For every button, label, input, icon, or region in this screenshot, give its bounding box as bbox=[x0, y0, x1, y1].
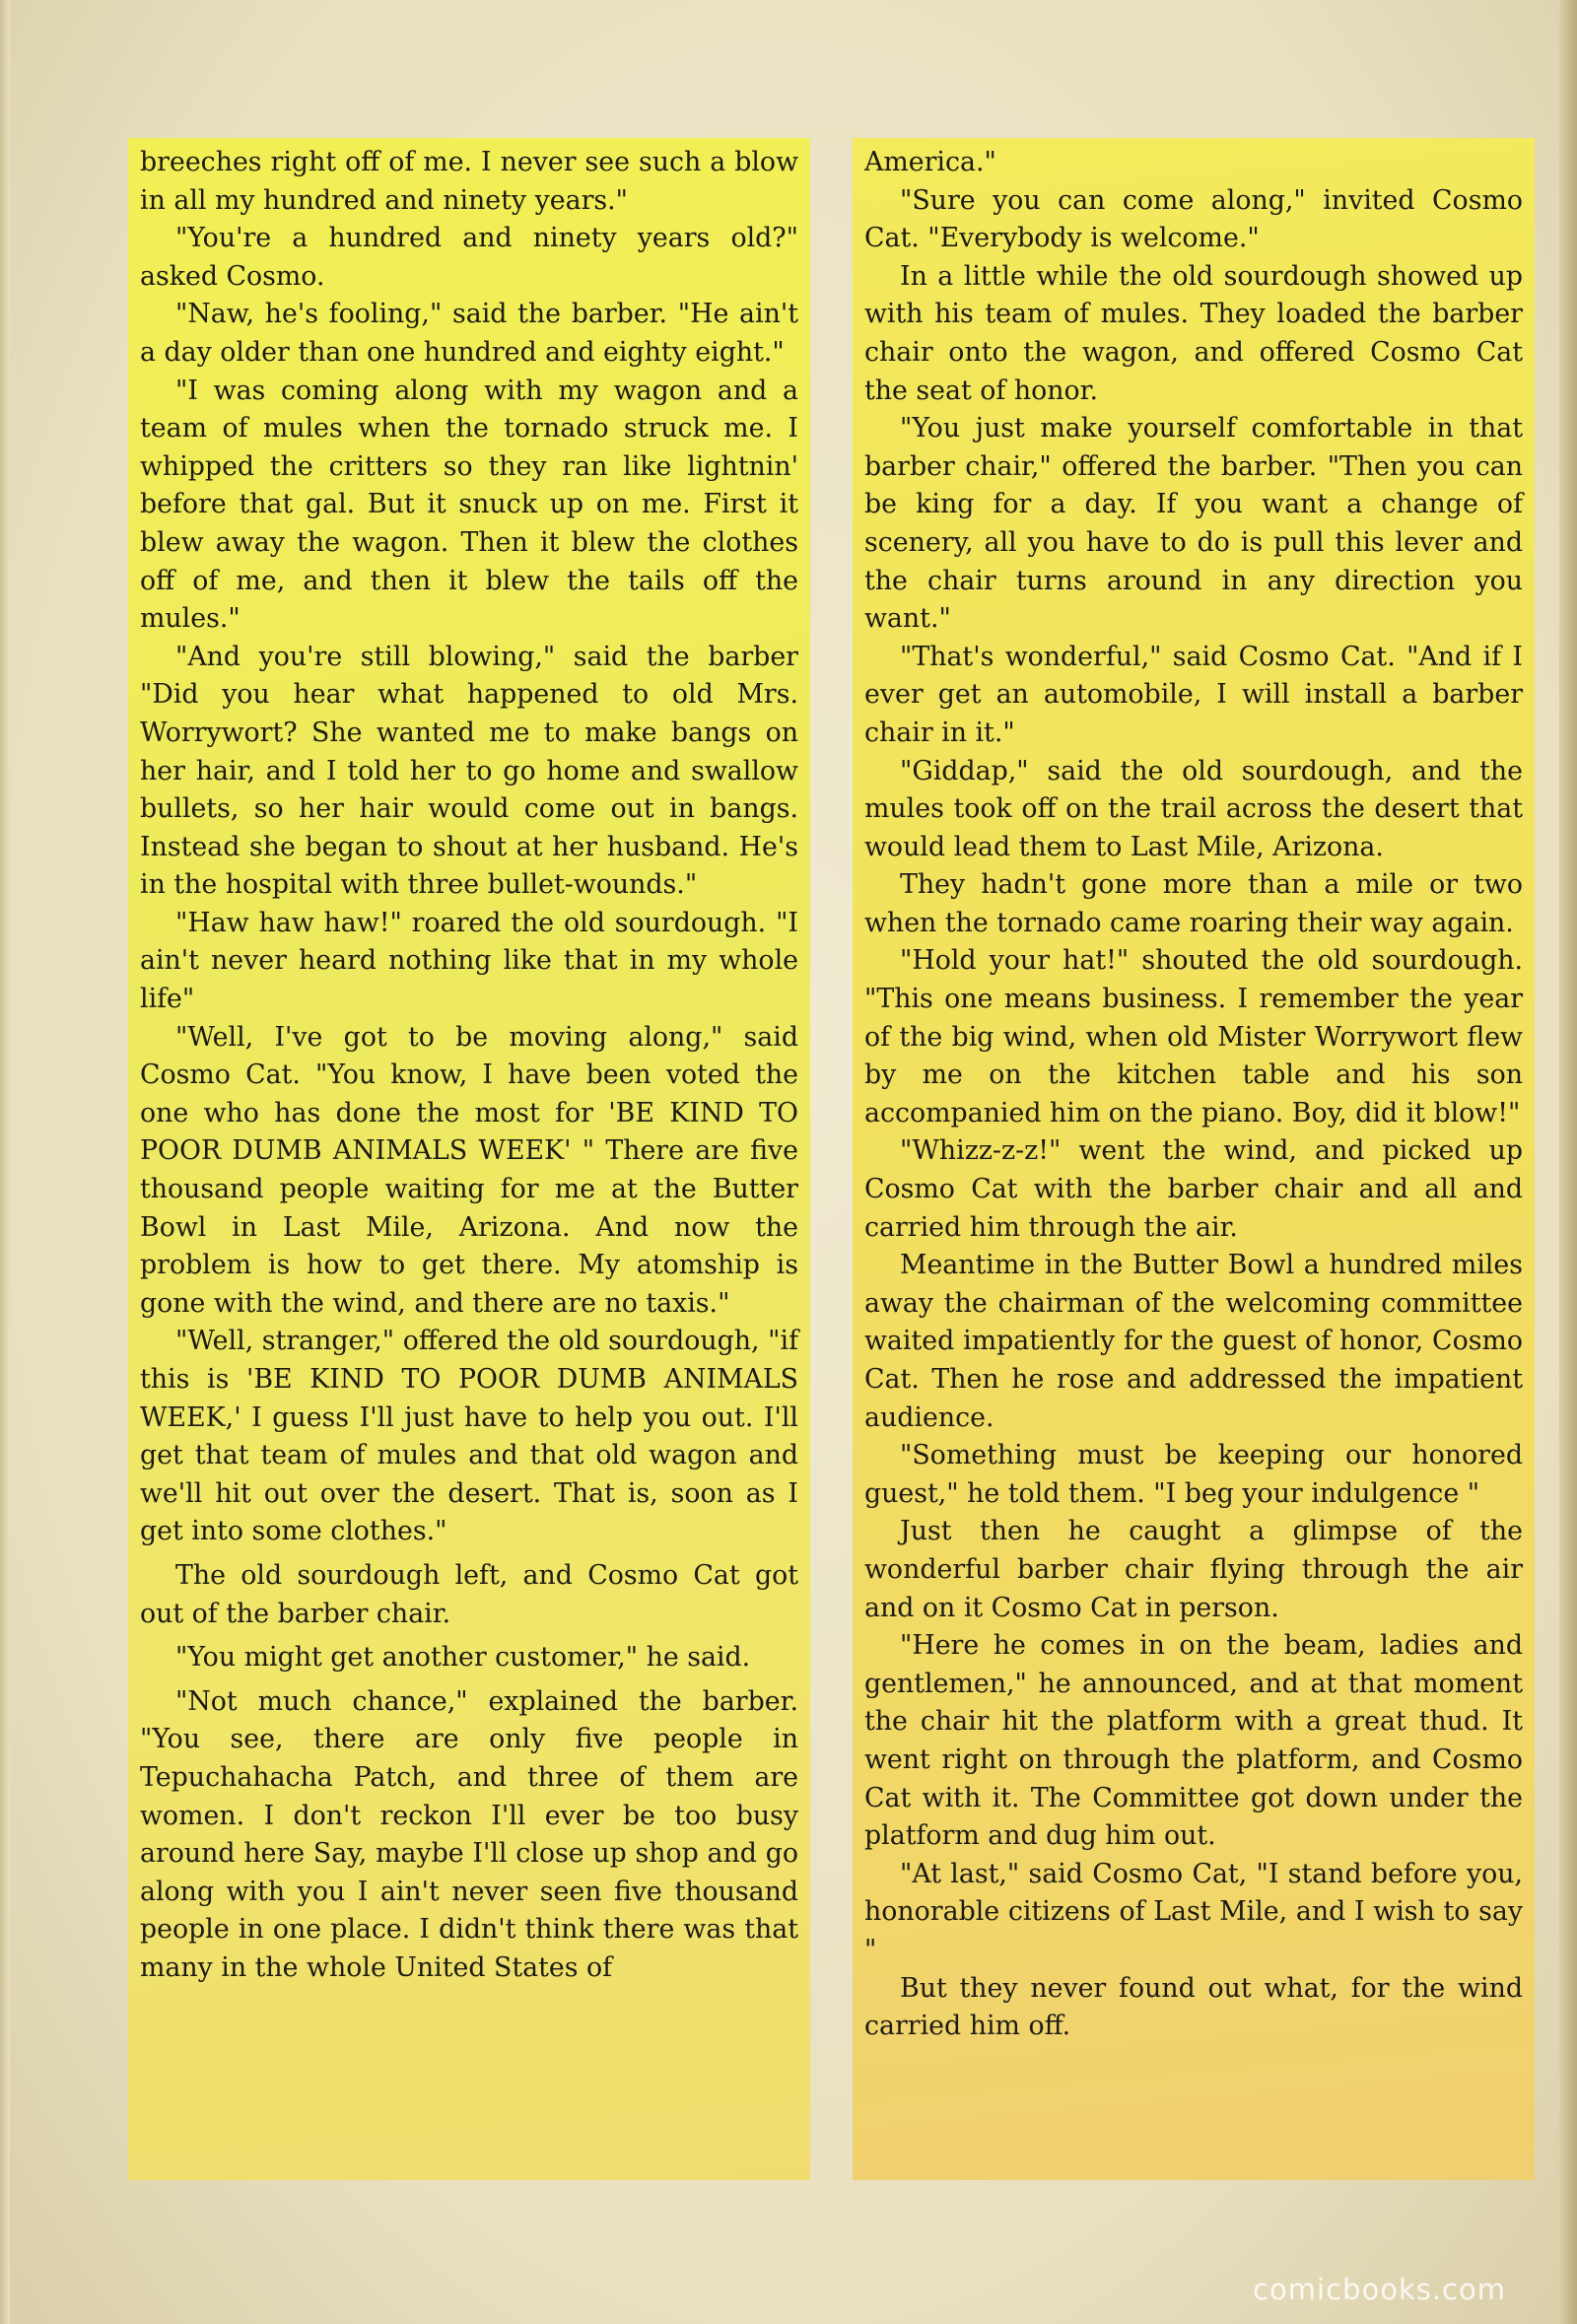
paragraph: "Well, stranger," offered the old sourdough, "if this is 'BE KIND TO POOR DUMB ANIMALS WEEK,' I guess I'll just have to help you out. I'll get that team of mules and that old wagon and we'll hit out over the desert. That is, soon as I get into some clothes." bbox=[140, 1326, 798, 1547]
paragraph: "Here he comes in on the beam, ladies and gentlemen," he announced, and at that moment the chair hit the platform with a great thud. It went right on through the platform, and Cosmo Cat with it. The Committee got down under the platform and dug him out. bbox=[864, 1630, 1523, 1852]
paragraph: "You're a hundred and ninety years old?" asked Cosmo. bbox=[140, 223, 798, 292]
paragraph: "I was coming along with my wagon and a team of mules when the tornado struck me. I whipped the critters so they ran like lightnin' before that gal. But it snuck up on me. First it blew away the wagon. Then it blew the clothes off of me, and then it blew the tails off the mules." bbox=[140, 375, 798, 635]
paragraph: "Giddap," said the old sourdough, and the mules took off on the trail across the desert that would lead them to Last Mile, Arizona. bbox=[864, 755, 1523, 862]
paragraph: The old sourdough left, and Cosmo Cat got out of the barber chair. bbox=[140, 1559, 798, 1629]
left-text-column bbox=[128, 138, 810, 2180]
right-column-text bbox=[864, 144, 1523, 2046]
paragraph: "Whizz-z-z!" went the wind, and picked up Cosmo Cat with the barber chair and all and carried him through the air. bbox=[864, 1135, 1523, 1243]
left-column-text bbox=[140, 144, 798, 1988]
paragraph: "At last," said Cosmo Cat, "I stand before you, honorable citizens of Last Mile, and I wish to say " bbox=[864, 1858, 1523, 1965]
paragraph: breeches right off of me. I never see such a blow in all my hundred and ninety years." bbox=[140, 147, 798, 216]
paragraph: "Well, I've got to be moving along," said Cosmo Cat. "You know, I have been voted the one who has done the most for 'BE KIND TO POOR DUMB ANIMALS WEEK' " There are five thousand people waiting for me at the Butter Bowl in Last Mile, Arizona. And now the problem is how to get there. My atomship is gone with the wind, and there are no taxis." bbox=[140, 1021, 798, 1319]
page-left-edge bbox=[0, 0, 10, 2324]
paragraph: They hadn't gone more than a mile or two when the tornado came roaring their way again. bbox=[864, 869, 1523, 938]
page-right-edge bbox=[1559, 0, 1577, 2324]
right-text-column bbox=[853, 138, 1535, 2180]
paragraph: "Haw haw haw!" roared the old sourdough. "I ain't never heard nothing like that in my whole life" bbox=[140, 907, 798, 1015]
paragraph: Meantime in the Butter Bowl a hundred miles away the chairman of the welcoming committee waited impatiently for the guest of honor, Cosmo Cat. Then he rose and addressed the impatient audience. bbox=[864, 1250, 1523, 1433]
paragraph: "Naw, he's fooling," said the barber. "He ain't a day older than one hundred and eighty eight." bbox=[140, 299, 798, 368]
watermark-text: comicbooks.com bbox=[1253, 2273, 1506, 2306]
paragraph: "And you're still blowing," said the barber "Did you hear what happened to old Mrs. Worrywort? She wanted me to make bangs on her hair, and I told her to go home and swallow bullets, so her hair would come out in bangs. Instead she began to shout at her husband. He's in the hospital with three bullet-wounds." bbox=[140, 641, 798, 901]
paragraph: "You just make yourself comfortable in that barber chair," offered the barber. "Then you can be king for a day. If you want a change of scenery, all you have to do is pull this lever and the chair turns around in any direction you want." bbox=[864, 413, 1523, 635]
paragraph: "Not much chance," explained the barber. "You see, there are only five people in Tepuchahacha Patch, and three of them are women. I don't reckon I'll ever be too busy around here Say, maybe I'll close up shop and go along with you I ain't never seen five thousand people in one place. I didn't think there was that many in the whole United States of bbox=[140, 1685, 798, 1983]
paragraph: "That's wonderful," said Cosmo Cat. "And if I ever get an automobile, I will install a barber chair in it." bbox=[864, 641, 1523, 748]
paragraph: America." bbox=[864, 147, 996, 177]
paragraph: "You might get another customer," he said. bbox=[175, 1642, 751, 1674]
paragraph: Just then he caught a glimpse of the wonderful barber chair flying through the air and on it Cosmo Cat in person. bbox=[864, 1516, 1523, 1623]
paragraph: "Something must be keeping our honored guest," he told them. "I beg your indulgence " bbox=[864, 1440, 1523, 1509]
paragraph: "Sure you can come along," invited Cosmo Cat. "Everybody is welcome." bbox=[864, 184, 1523, 254]
paragraph: "Hold your hat!" shouted the old sourdough. "This one means business. I remember the year of the big wind, when old Mister Worrywort flew by me on the kitchen table and his son accompanied him on the piano. Boy, did it blow!" bbox=[864, 945, 1523, 1128]
paragraph: In a little while the old sourdough showed up with his team of mules. They loaded the barber chair onto the wagon, and offered Cosmo Cat the seat of honor. bbox=[864, 260, 1523, 406]
paragraph: But they never found out what, for the wind carried him off. bbox=[864, 1972, 1523, 2042]
